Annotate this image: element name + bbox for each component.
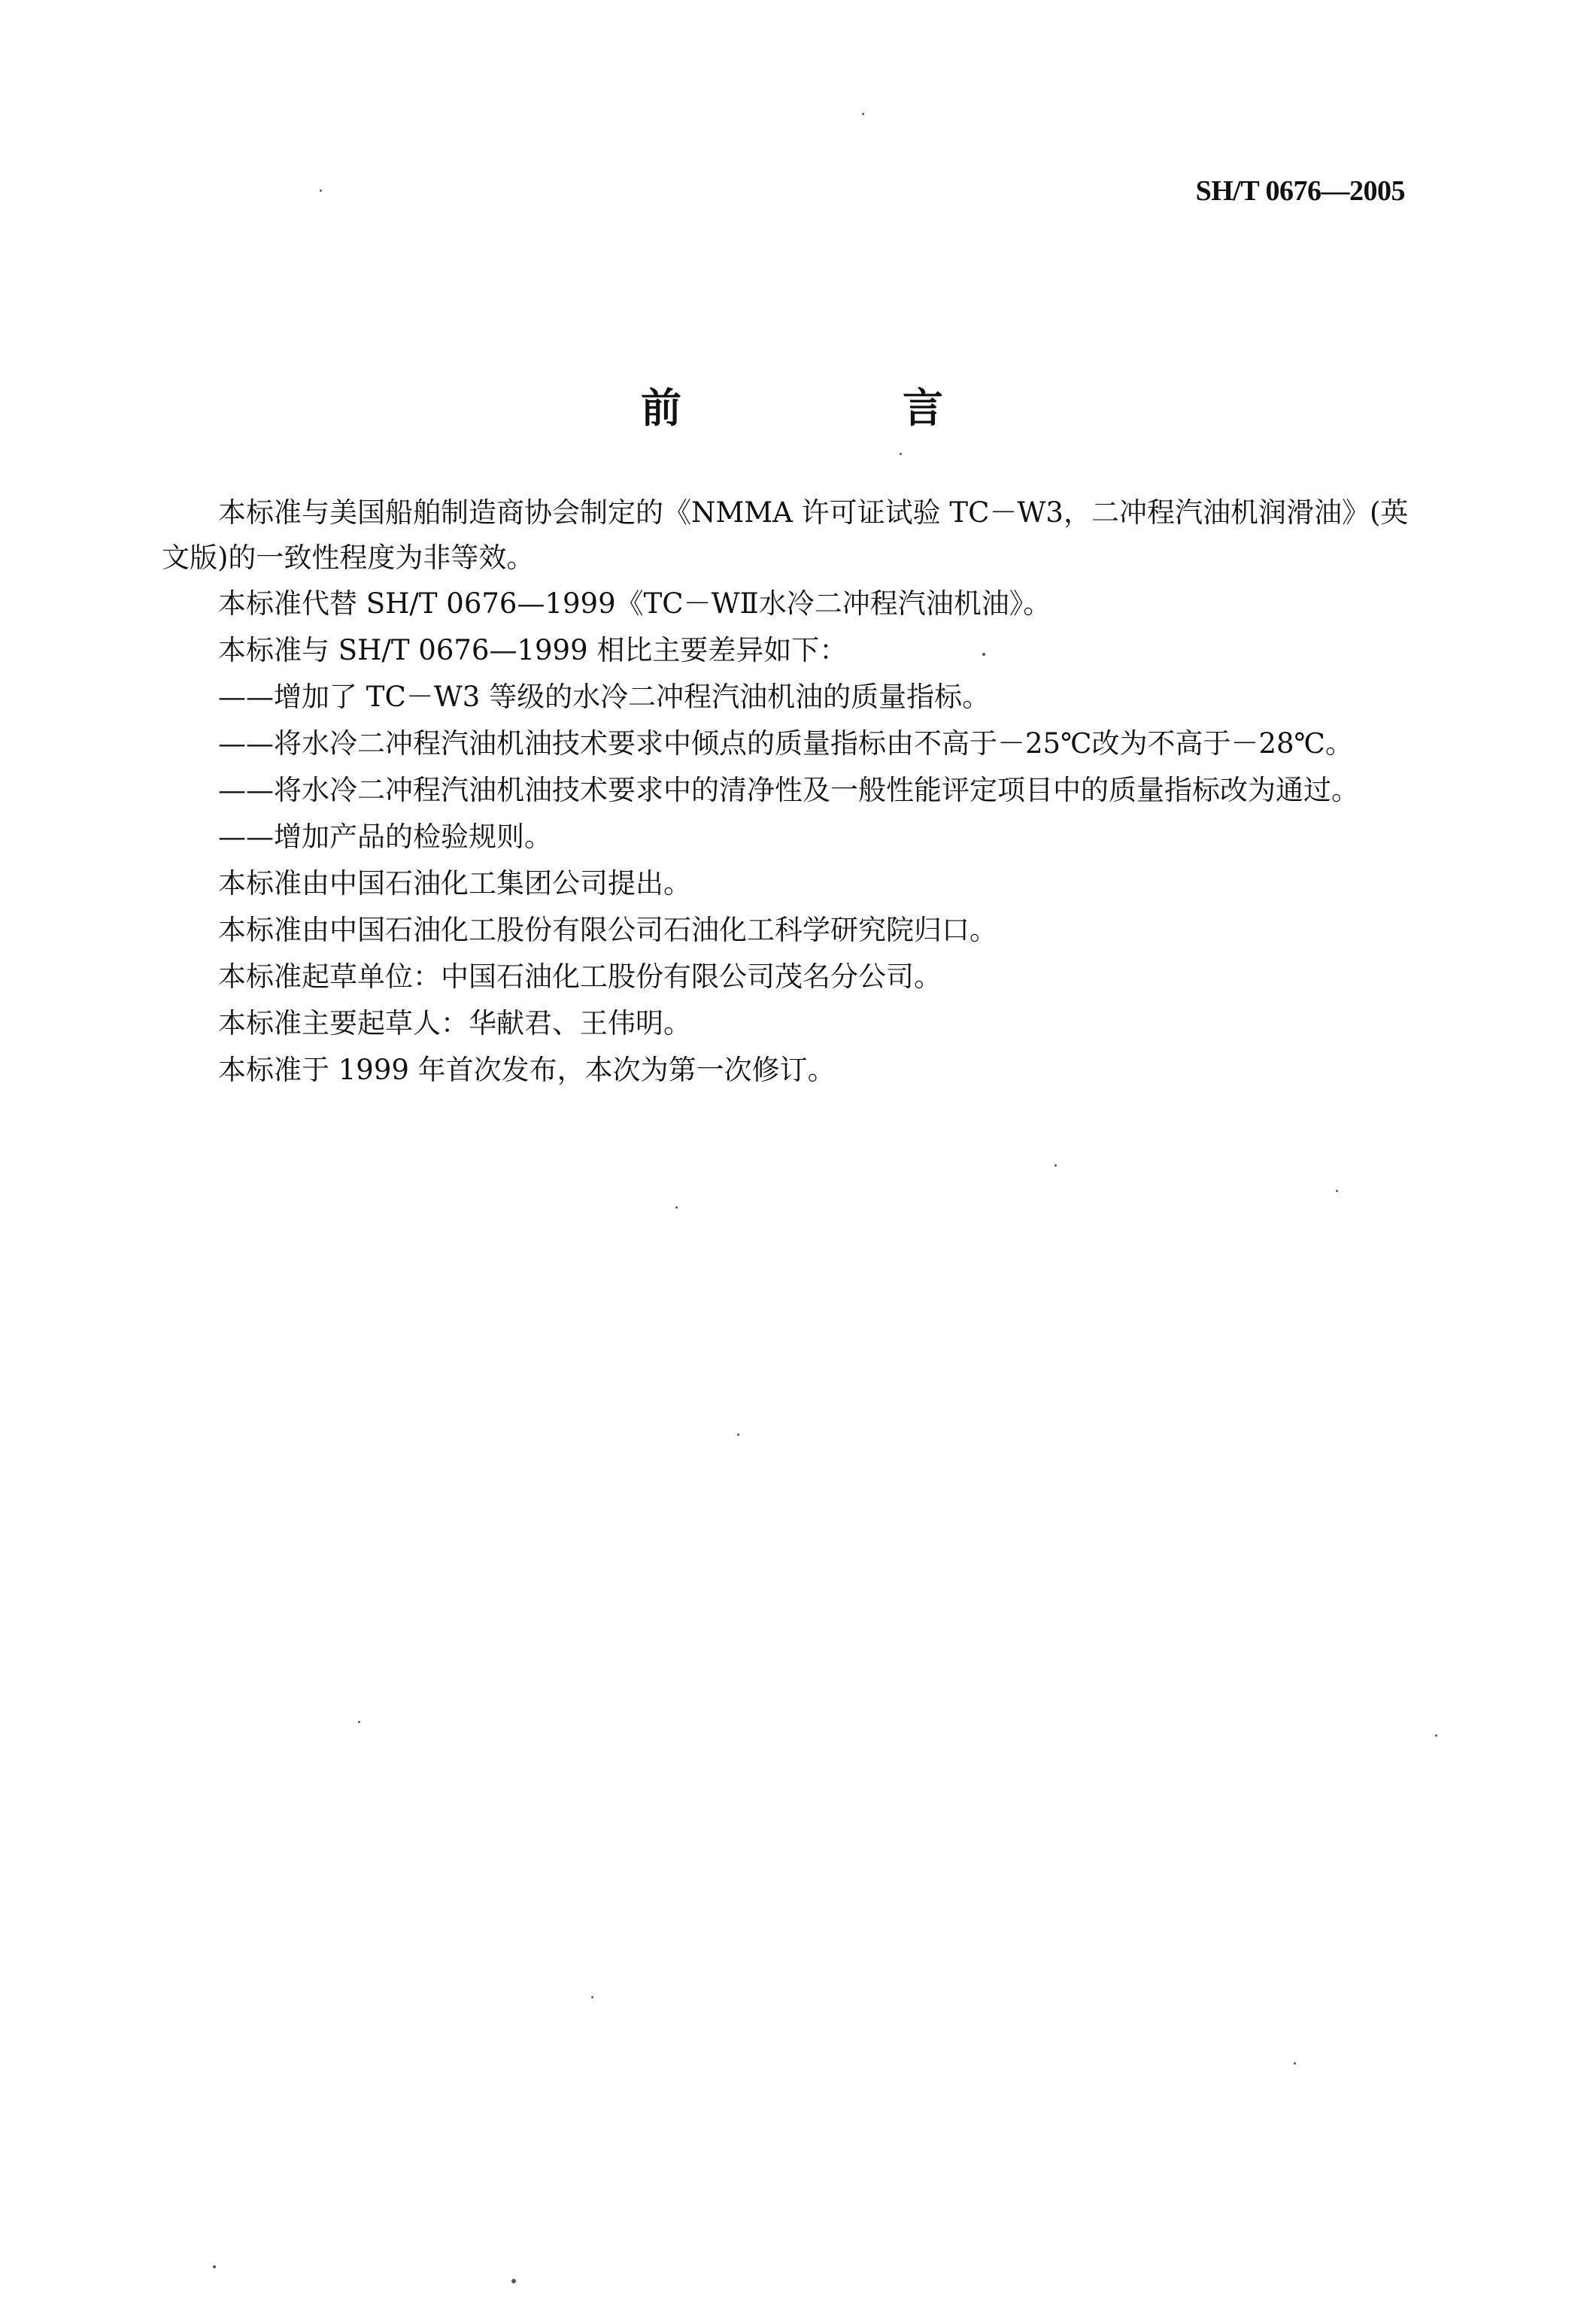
scan-speck [737, 1434, 739, 1436]
paragraph-equivalence: 本标准与美国船舶制造商协会制定的《NMMA 许可证试验 TC－W3，二冲程汽油机润滑油》(英文版)的一致性程度为非等效。 [162, 496, 1409, 574]
paragraph-replaces: 本标准代替 SH/T 0676—1999《TC－WⅡ水冷二冲程汽油机油》。 [218, 587, 1051, 620]
scan-speck [511, 2279, 516, 2283]
foreword-body [162, 490, 1422, 1094]
scan-speck [1294, 2062, 1296, 2065]
difference-item-4: ——增加产品的检验规则。 [218, 821, 552, 853]
scan-speck [1435, 1734, 1437, 1737]
scan-speck [320, 190, 322, 192]
paragraph-drafting-unit: 本标准起草单位：中国石油化工股份有限公司茂名分公司。 [218, 960, 942, 993]
scan-speck [900, 453, 902, 455]
paragraph-proposed-by: 本标准由中国石油化工集团公司提出。 [218, 867, 691, 900]
paragraph-history: 本标准于 1999 年首次发布，本次为第一次修订。 [218, 1054, 836, 1086]
scan-speck [982, 653, 985, 656]
paragraph-drafters: 本标准主要起草人：华献君、王伟明。 [218, 1007, 691, 1039]
difference-item-2: ——将水冷二冲程汽油机油技术要求中倾点的质量指标由不高于－25℃改为不高于－28℃。 [218, 727, 1353, 760]
page-title: 前 言 [641, 384, 1033, 432]
difference-item-1: ——增加了 TC－W3 等级的水冷二冲程汽油机油的质量指标。 [218, 681, 991, 713]
scan-speck [591, 1996, 593, 1998]
scan-speck [358, 1721, 360, 1723]
scan-speck [1054, 1164, 1057, 1167]
scan-speck [213, 2265, 216, 2268]
paragraph-administered-by: 本标准由中国石油化工股份有限公司石油化工科学研究院归口。 [218, 914, 997, 946]
scan-speck [862, 113, 864, 115]
scan-speck [675, 1206, 678, 1209]
difference-item-3: ——将水冷二冲程汽油机油技术要求中的清净性及一般性能评定项目中的质量指标改为通过。 [218, 774, 1359, 806]
standard-code-header: SH/T 0676—2005 [1195, 175, 1405, 207]
scan-speck [1336, 1190, 1338, 1192]
paragraph-differences-intro: 本标准与 SH/T 0676—1999 相比主要差异如下： [218, 634, 848, 666]
